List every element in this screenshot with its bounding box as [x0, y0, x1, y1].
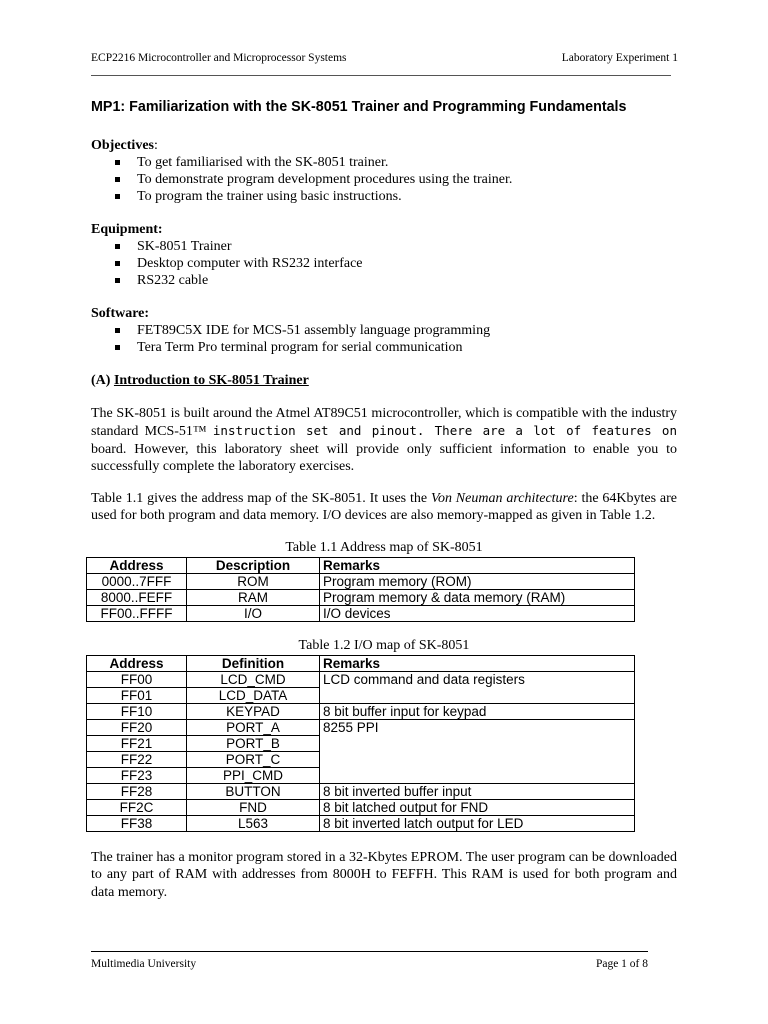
table-cell: 8 bit latched output for FND [320, 800, 635, 816]
table-row [87, 704, 635, 720]
table-header-cell: Definition [187, 656, 320, 672]
software-list [91, 322, 490, 356]
table-cell: FF01 [87, 688, 187, 704]
table-row [87, 816, 635, 832]
table-header-cell: Address [87, 656, 187, 672]
footer-rule [91, 951, 648, 952]
table-cell: 8255 PPI [320, 720, 635, 784]
table-row [87, 590, 635, 606]
table-cell: FF10 [87, 704, 187, 720]
table-row [87, 672, 635, 688]
table-cell: BUTTON [187, 784, 320, 800]
table-cell: FF00 [87, 672, 187, 688]
header-course: ECP2216 Microcontroller and Microprocessor Systems [91, 52, 347, 64]
table-header-cell: Remarks [320, 558, 635, 574]
table-cell: PORT_A [187, 720, 320, 736]
header-rule [91, 75, 671, 76]
software-section [91, 305, 490, 356]
objectives-list [91, 154, 512, 205]
table-header-cell: Remarks [320, 656, 635, 672]
table-cell: FF20 [87, 720, 187, 736]
table-row [87, 606, 635, 622]
table-cell: LCD_DATA [187, 688, 320, 704]
page-number: Page 1 of 8 [595, 958, 648, 970]
table-cell: FF23 [87, 768, 187, 784]
list-item: RS232 cable [91, 272, 363, 289]
table-cell: FF2C [87, 800, 187, 816]
table-cell: 8 bit buffer input for keypad [320, 704, 635, 720]
address-text-italic: Von Neuman architecture [430, 491, 574, 506]
table-cell: FND [187, 800, 320, 816]
section-a-title: Introduction to SK-8051 Trainer [113, 373, 309, 388]
table1-caption: Table 1.1 Address map of SK-8051 [285, 540, 483, 555]
list-item: SK-8051 Trainer [91, 238, 363, 255]
table-cell: 8 bit inverted latch output for LED [320, 816, 635, 832]
table-cell: LCD command and data registers [320, 672, 635, 704]
table-cell: PPI_CMD [187, 768, 320, 784]
table-cell: FF21 [87, 736, 187, 752]
monitor-paragraph: The trainer has a monitor program stored in a 32-Kbytes EPROM. The user program can be downloaded to any part of RAM with addresses from 8000H to FEFFH. This RAM is used for both program and data memory. [91, 850, 677, 900]
section-a-heading [91, 373, 309, 389]
objectives-section [91, 137, 512, 205]
table-header-cell: Description [187, 558, 320, 574]
list-item: To demonstrate program development procedures using the trainer. [91, 171, 512, 188]
intro-text-a: The SK-8051 is built around the Atmel AT89C51 microcontroller, which is compatible with the industry standard MCS-51™ [91, 406, 677, 440]
address-map-table [86, 557, 635, 622]
list-item: To get familiarised with the SK-8051 trainer. [91, 154, 512, 171]
list-item: Tera Term Pro terminal program for serial communication [91, 339, 490, 356]
section-a-label: (A) [91, 373, 114, 388]
table-cell: FF38 [87, 816, 187, 832]
intro-paragraph [91, 405, 677, 476]
io-map-table [86, 655, 635, 832]
table-cell: 8 bit inverted buffer input [320, 784, 635, 800]
footer-university: Multimedia University [91, 958, 197, 970]
table-cell: KEYPAD [187, 704, 320, 720]
document-title: MP1: Familiarization with the SK-8051 Trainer and Programming Fundamentals [91, 99, 627, 115]
table-cell: FF22 [87, 752, 187, 768]
table-cell: 0000..7FFF [87, 574, 187, 590]
table-cell: I/O devices [320, 606, 635, 622]
equipment-list [91, 238, 363, 289]
table-header-row [87, 558, 635, 574]
address-map-paragraph [91, 490, 677, 525]
table-cell: I/O [187, 606, 320, 622]
table-header-row [87, 656, 635, 672]
header-experiment: Laboratory Experiment 1 [561, 52, 678, 64]
list-item: To program the trainer using basic instructions. [91, 188, 512, 205]
equipment-section [91, 221, 363, 289]
equipment-heading: Equipment: [91, 222, 163, 237]
address-text-c: : the 64Kbytes are used for both program and data memory. I/O devices are also memory-mapped as given in Table 1.2. [91, 491, 678, 524]
table-cell: ROM [187, 574, 320, 590]
table-row [87, 574, 635, 590]
table-row [87, 800, 635, 816]
list-item: FET89C5X IDE for MCS-51 assembly language programming [91, 322, 490, 339]
table-cell: L563 [187, 816, 320, 832]
table-cell: Program memory (ROM) [320, 574, 635, 590]
objectives-colon: : [153, 138, 158, 153]
table2-caption: Table 1.2 I/O map of SK-8051 [298, 638, 470, 653]
table-cell: 8000..FEFF [87, 590, 187, 606]
table-row [87, 784, 635, 800]
objectives-heading: Objectives [91, 138, 154, 153]
software-heading: Software: [91, 306, 150, 321]
intro-text-mono: instruction set and pinout. There are a lot of features on [212, 423, 677, 439]
intro-text-c: board. However, this laboratory sheet will provide only sufficient information to enable you to successfully complete the laboratory exercises. [91, 441, 677, 475]
table-cell: PORT_C [187, 752, 320, 768]
table-header-cell: Address [87, 558, 187, 574]
table-cell: FF00..FFFF [87, 606, 187, 622]
address-text-a: Table 1.1 gives the address map of the SK-8051. It uses the [91, 491, 431, 506]
list-item: Desktop computer with RS232 interface [91, 255, 363, 272]
table-cell: Program memory & data memory (RAM) [320, 590, 635, 606]
table-cell: RAM [187, 590, 320, 606]
table-cell: FF28 [87, 784, 187, 800]
table-cell: PORT_B [187, 736, 320, 752]
table-cell: LCD_CMD [187, 672, 320, 688]
table-row [87, 720, 635, 736]
